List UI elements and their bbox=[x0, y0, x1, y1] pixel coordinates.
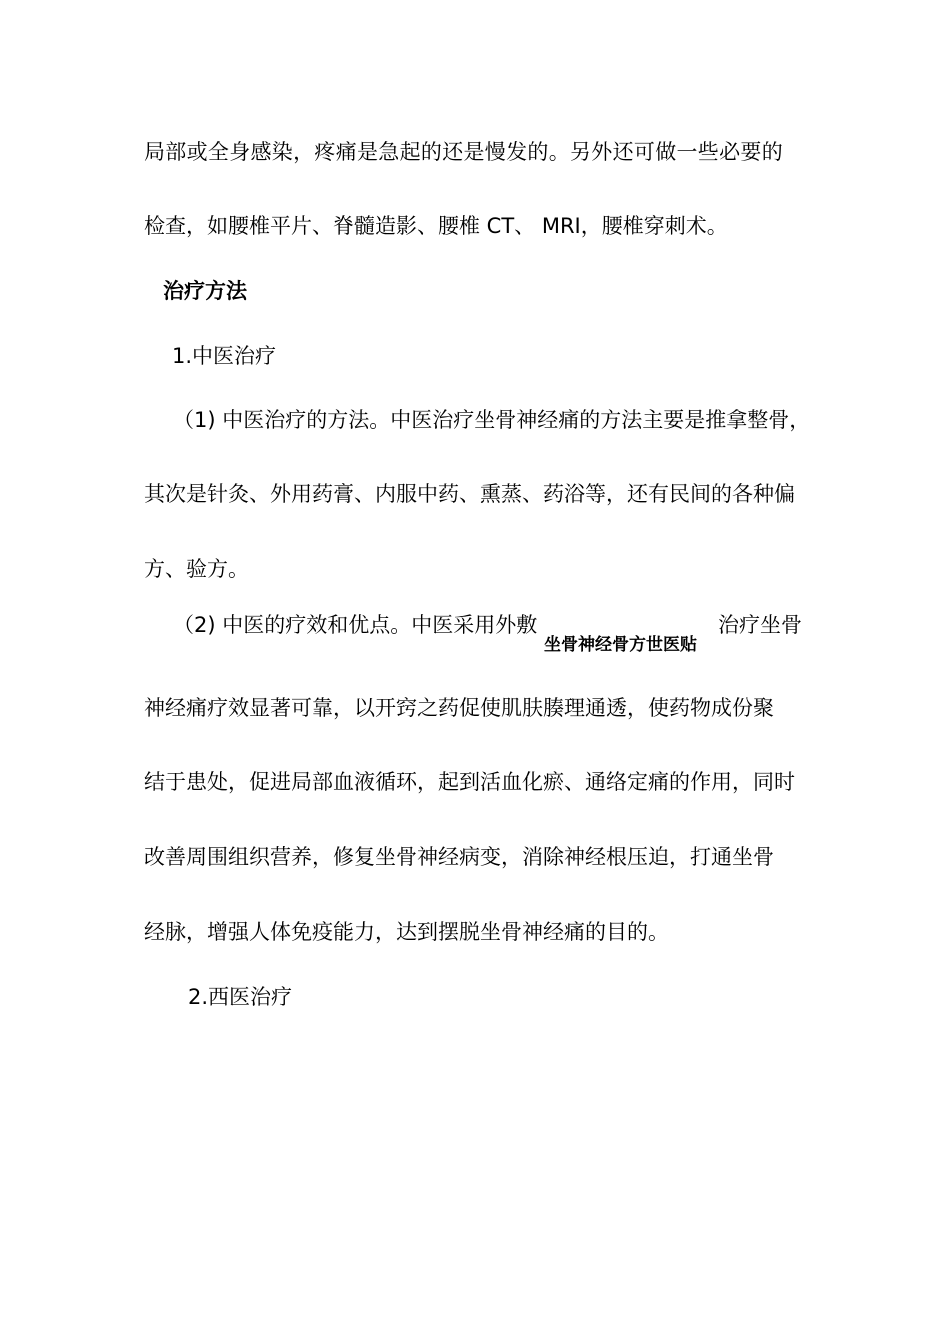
subsection-heading: 2.西医治疗 bbox=[188, 985, 293, 1009]
paragraph-line: 改善周围组织营养，修复坐骨神经病变，消除神经根压迫，打通坐骨 bbox=[144, 845, 774, 869]
paragraph-line: （1) 中医治疗的方法。中医治疗坐骨神经痛的方法主要是推拿整骨， bbox=[173, 408, 811, 432]
paragraph-line: 检查，如腰椎平片、脊髓造影、腰椎 CT、 MRI，腰椎穿刺术。 bbox=[144, 214, 728, 238]
section-heading: 治疗方法 bbox=[163, 279, 247, 303]
paragraph-line: 方、验方。 bbox=[144, 557, 249, 581]
paragraph-line: 其次是针灸、外用药膏、内服中药、熏蒸、药浴等，还有民间的各种偏 bbox=[144, 482, 795, 506]
paragraph-line: 局部或全身感染，疼痛是急起的还是慢发的。另外还可做一些必要的 bbox=[144, 140, 783, 164]
paragraph-line: 经脉，增强人体免疫能力，达到摆脱坐骨神经痛的目的。 bbox=[144, 920, 669, 944]
paragraph-line: （2) 中医的疗效和优点。中医采用外敷 bbox=[173, 613, 538, 637]
inline-product-label: 坐骨神经骨方世医贴 bbox=[544, 635, 697, 655]
subsection-heading: 1.中医治疗 bbox=[172, 344, 277, 368]
paragraph-line: 结于患处，促进局部血液循环，起到活血化瘀、通络定痛的作用，同时 bbox=[144, 770, 795, 794]
paragraph-line: 神经痛疗效显著可靠，以开窍之药促使肌肤腠理通透，使药物成份聚 bbox=[144, 696, 774, 720]
paragraph-line: 治疗坐骨 bbox=[718, 613, 802, 637]
